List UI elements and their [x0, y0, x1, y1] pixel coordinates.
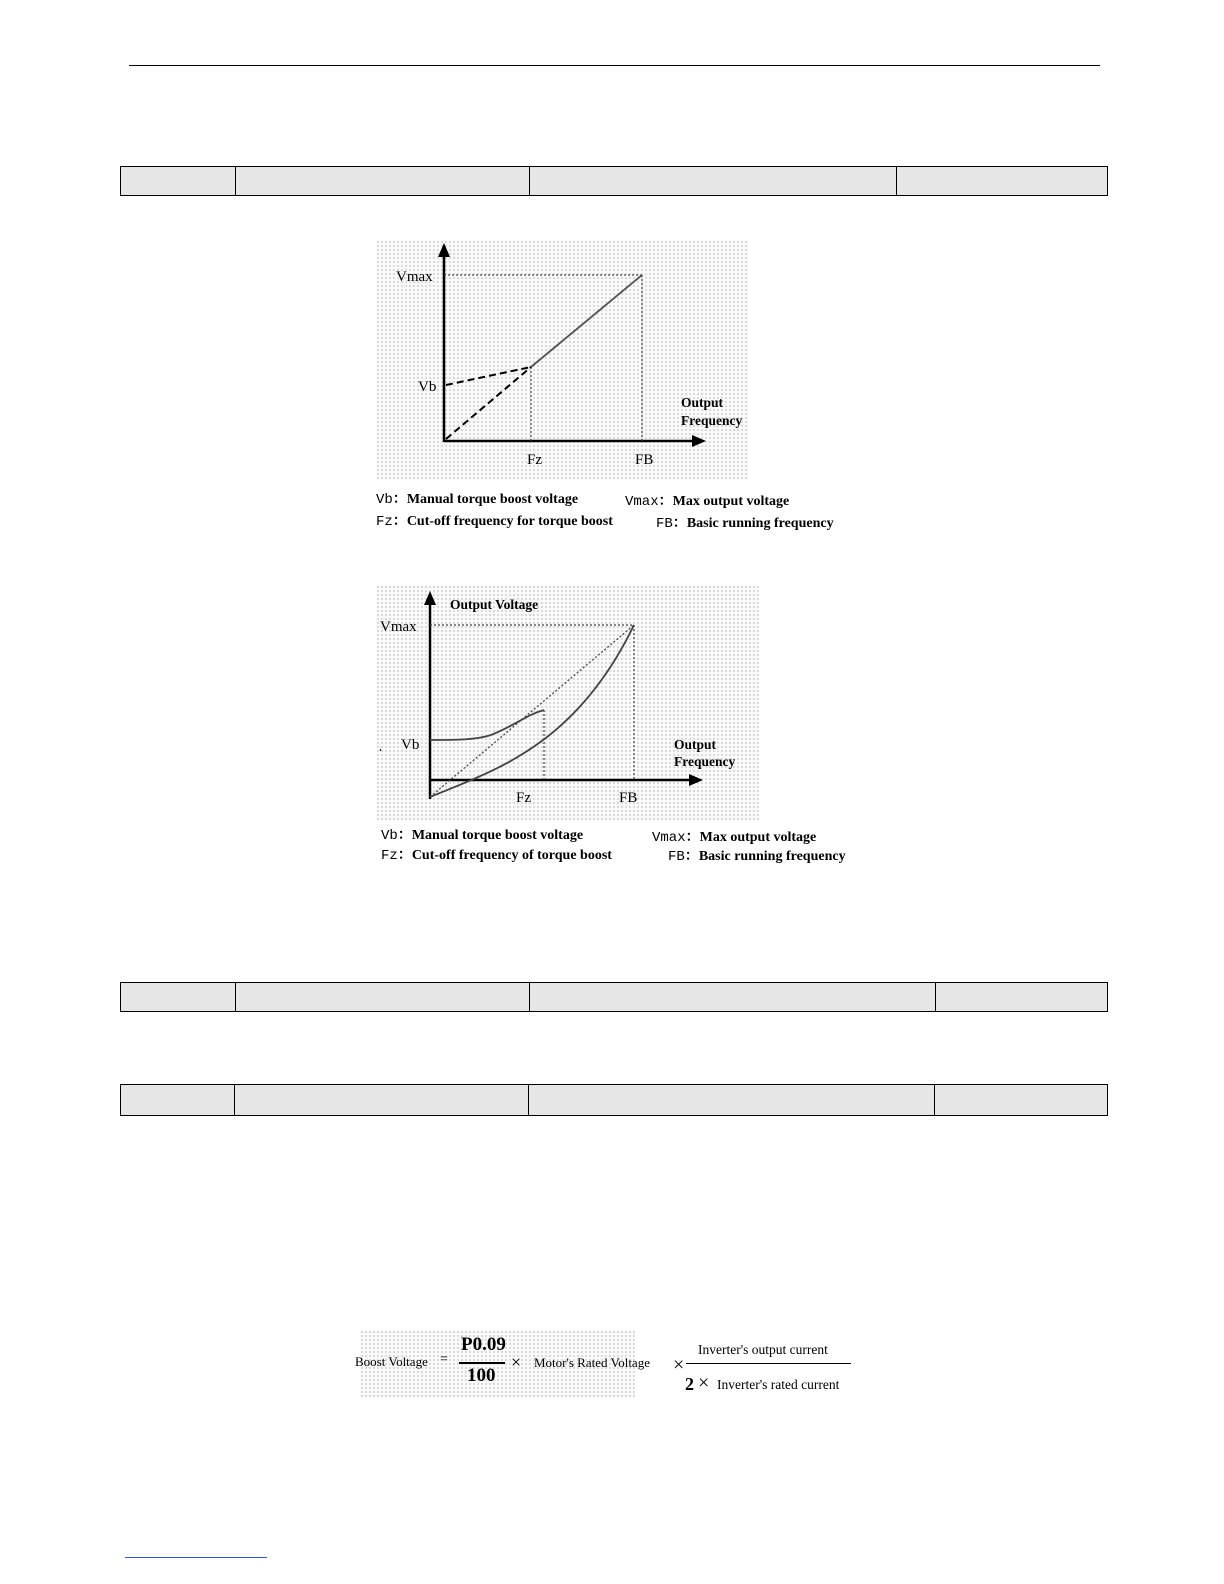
- vb-label: Vb: [401, 737, 420, 753]
- vmax-label: Vmax: [396, 269, 433, 285]
- formula-lhs: Boost Voltage: [355, 1354, 428, 1369]
- fz-label: Fz: [516, 790, 531, 806]
- figure-1-legend-row-1: Vb：Manual torque boost voltage: [376, 492, 579, 508]
- footer-link-underline: [125, 1557, 267, 1558]
- legend-text: Manual torque boost voltage: [411, 828, 584, 843]
- table-cell: [235, 1085, 529, 1116]
- legend-text: Basic running frequency: [698, 849, 846, 864]
- legend-text: Manual torque boost voltage: [406, 492, 579, 507]
- table-cell: [530, 983, 936, 1012]
- figure-2-legend-row-1b: Vmax：Max output voltage: [652, 830, 817, 846]
- formula-frac2-numerator: Inverter's output current: [698, 1342, 828, 1357]
- table-cell: [897, 167, 1108, 196]
- figure-2-legend-row-1: Vb：Manual torque boost voltage: [381, 828, 584, 844]
- legend-symbol: Fz: [381, 848, 398, 864]
- legend-text: Basic running frequency: [686, 516, 834, 531]
- figure-2-plot: [376, 585, 776, 820]
- header-rule: [129, 65, 1100, 66]
- figure-2-legend-row-2b: FB：Basic running frequency: [668, 849, 846, 865]
- formula-denominator: 100: [467, 1365, 496, 1386]
- parameter-table-2: [120, 982, 1108, 1012]
- figure-1-plot: [376, 240, 766, 490]
- times-sign: ×: [673, 1354, 685, 1376]
- x-axis-label: Output: [681, 395, 724, 410]
- formula-term: Motor's Rated Voltage: [534, 1355, 650, 1370]
- table-cell: [936, 983, 1108, 1012]
- table-cell: [236, 983, 530, 1012]
- legend-text: Cut-off frequency for torque boost: [406, 514, 613, 529]
- figure-1-legend-row-1b: Vmax：Max output voltage: [625, 494, 790, 510]
- legend-symbol: Vb: [381, 828, 398, 844]
- legend-symbol: FB: [668, 849, 685, 865]
- legend-symbol: Vb: [376, 492, 393, 508]
- legend-text: Max output voltage: [699, 830, 817, 845]
- table-cell: [530, 167, 897, 196]
- x-axis-label: Frequency: [681, 413, 743, 428]
- figure-1-legend-row-2b: FB：Basic running frequency: [656, 516, 834, 532]
- table-cell: [121, 983, 236, 1012]
- legend-text: Max output voltage: [672, 494, 790, 509]
- legend-symbol: Vmax: [625, 494, 659, 510]
- vmax-label: Vmax: [380, 619, 417, 635]
- formula-equals: =: [440, 1352, 448, 1367]
- legend-symbol: FB: [656, 516, 673, 532]
- table-cell: [529, 1085, 935, 1116]
- fz-label: Fz: [527, 452, 542, 468]
- vb-label: Vb: [418, 379, 437, 395]
- legend-text: Cut-off frequency of torque boost: [411, 848, 612, 863]
- times-sign: ×: [698, 1372, 710, 1394]
- table-cell: [121, 167, 236, 196]
- legend-symbol: Fz: [376, 514, 393, 530]
- times-sign: ×: [511, 1352, 522, 1372]
- figure-2-legend-row-2: Fz：Cut-off frequency of torque boost: [381, 848, 612, 864]
- fraction-bar: [459, 1362, 505, 1364]
- x-axis-label: Frequency: [674, 754, 736, 769]
- figure-1-legend-row-2: Fz：Cut-off frequency for torque boost: [376, 514, 613, 530]
- fb-label: FB: [619, 790, 638, 806]
- legend-symbol: Vmax: [652, 830, 686, 846]
- parameter-table-3: [120, 1084, 1108, 1116]
- parameter-table-1: [120, 166, 1108, 196]
- table-cell: [121, 1085, 235, 1116]
- formula-numerator: P0.09: [461, 1334, 506, 1355]
- table-cell: [935, 1085, 1108, 1116]
- y-axis-label: Output Voltage: [450, 597, 539, 612]
- x-axis-label: Output: [674, 737, 717, 752]
- fb-label: FB: [635, 452, 654, 468]
- formula-coef: 2: [685, 1374, 694, 1394]
- table-cell: [236, 167, 530, 196]
- formula-frac2-denominator: Inverter's rated current: [717, 1377, 840, 1392]
- fraction-bar: [686, 1363, 851, 1364]
